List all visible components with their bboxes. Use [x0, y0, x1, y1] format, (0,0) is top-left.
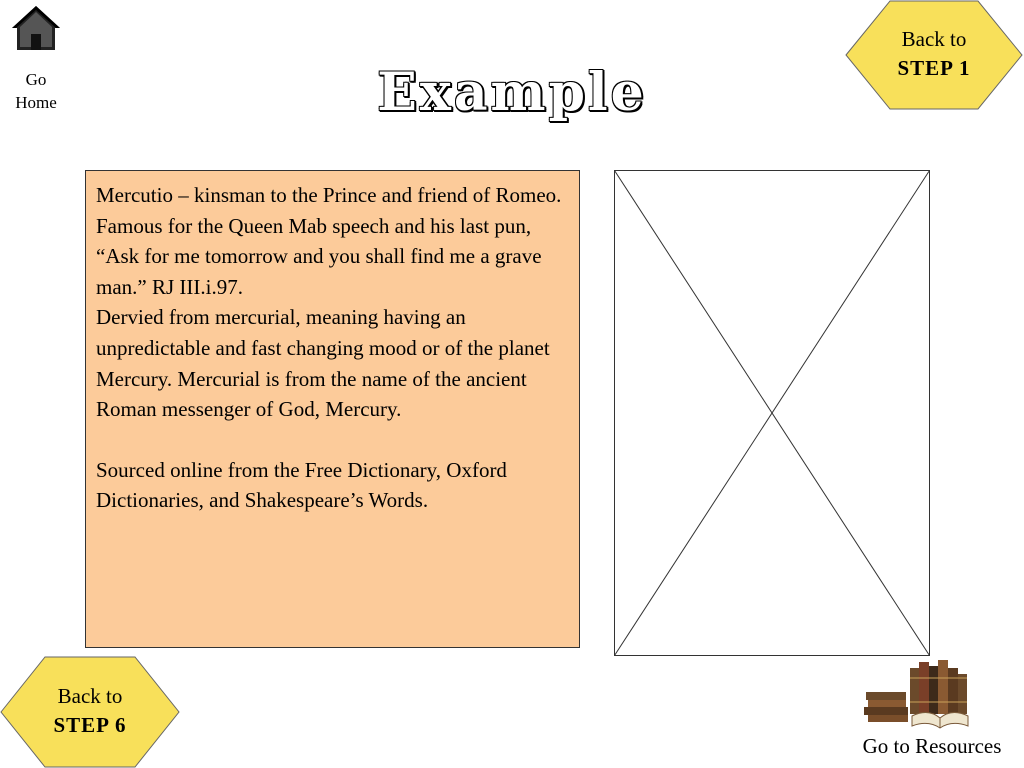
quote-text: Famous for the Queen Mab speech and his last pun, “Ask for me tomorrow and you shall find me a grave man.” — [96, 213, 542, 299]
go-home-label-line1: Go — [25, 70, 47, 89]
description-intro — [96, 180, 569, 211]
back-to-step6-button[interactable] — [0, 656, 180, 768]
back-to-step6-line1: Back to — [57, 684, 123, 708]
quote-citation: RJ III.i.97. — [146, 274, 243, 299]
character-intro: kinsman to the Prince and friend of Romeo. — [188, 183, 562, 207]
character-name: Mercutio – — [96, 183, 189, 207]
image-placeholder — [614, 170, 930, 656]
page-title: Example — [377, 62, 647, 123]
paragraph-gap — [96, 425, 569, 455]
back-to-step1-line1: Back to — [901, 27, 967, 51]
books-icon — [862, 658, 974, 730]
go-to-resources-button[interactable] — [842, 656, 1022, 766]
back-to-step1-label — [845, 25, 1023, 83]
description-quote — [96, 211, 569, 303]
go-home-label-line2: Home — [15, 93, 57, 112]
go-to-resources-label: Go to Resources — [862, 734, 1002, 758]
description-derivation: Dervied from mercurial, meaning having an unpredictable and fast changing mood or of the planet Mercury. Mercurial is from the name of the ancient Roman messenger of God, Mercury. — [96, 305, 550, 422]
description-box — [85, 170, 580, 648]
house-icon — [10, 2, 62, 54]
back-to-step6-line2: STEP 6 — [53, 713, 127, 737]
back-to-step6-label — [0, 682, 180, 740]
back-to-step1-line2: STEP 1 — [897, 56, 971, 80]
description-source: Sourced online from the Free Dictionary, Oxford Dictionaries, and Shakespeare’s Words. — [96, 457, 507, 513]
back-to-step1-button[interactable] — [845, 0, 1023, 110]
